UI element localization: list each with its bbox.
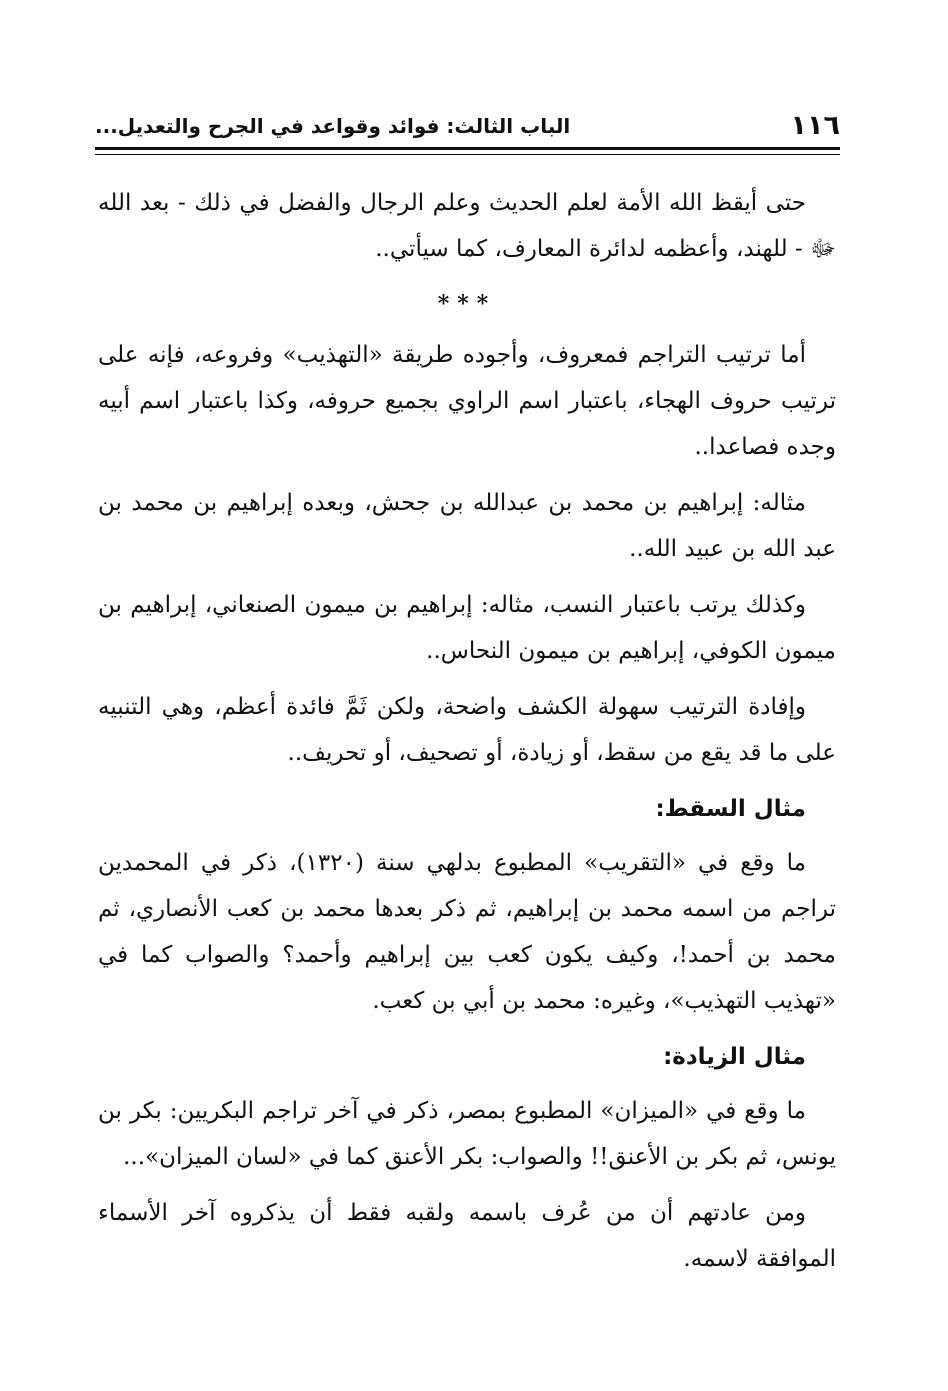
paragraph-6: ما وقع في «التقريب» المطبوع بدلهي سنة (١٣٢٠)، ذكر في المحمدين تراجم من اسمه محمد بن إبراهيم، ثم ذكر بعدها محمد بن كعب الأنصاري، ثم محمد بن أحمد!، وكيف يكون كعب بين إبراهيم وأحمد؟ والصواب كما في «تهذيب التهذيب»، وغيره: محمد بن أبي بن كعب.: [98, 850, 836, 1014]
paragraph-8: ومن عادتهم أن من عُرف باسمه ولقبه فقط أن يذكروه آخر الأسماء الموافقة لاسمه.: [98, 1200, 836, 1272]
paragraph-4: وكذلك يرتب باعتبار النسب، مثاله: إبراهيم بن ميمون الصنعاني، إبراهيم بن ميمون الكوفي، إبراهيم بن ميمون النحاس..: [98, 592, 836, 664]
heading-omission-example: مثال السقط:: [655, 796, 806, 822]
paragraph-7: ما وقع في «الميزان» المطبوع بمصر، ذكر في آخر تراجم البكريين: بكر بن يونس، ثم بكر بن الأعنق!! والصواب: بكر الأعنق كما في «لسان الميزان»...: [98, 1098, 836, 1170]
paragraph-3: مثاله: إبراهيم بن محمد بن عبدالله بن جحش، وبعده إبراهيم بن محمد بن عبد الله بن عبيد الله..: [98, 490, 836, 562]
header-rule-thick: [95, 147, 840, 150]
page-header: [95, 108, 840, 144]
paragraph-1: حتى أيقظ الله الأمة لعلم الحديث وعلم الرجال والفضل في ذلك - بعد الله ﷻ - للهند، وأعظمه لدائرة المعارف، كما سيأتي..: [98, 190, 836, 262]
body-text: [98, 180, 836, 1292]
header-rule-thin: [95, 154, 840, 155]
paragraph-5: وإفادة الترتيب سهولة الكشف واضحة، ولكن ثَمَّ فائدة أعظم، وهي التنبيه على ما قد يقع من سقط، أو زيادة، أو تصحيف، أو تحريف..: [98, 694, 836, 766]
paragraph-2: أما ترتيب التراجم فمعروف، وأجوده طريقة «التهذيب» وفروعه، فإنه على ترتيب حروف الهجاء، باعتبار اسم الراوي بجميع حروفه، وكذا باعتبار اسم أبيه وجده فصاعدا..: [98, 342, 836, 460]
heading-addition-example: مثال الزيادة:: [663, 1044, 806, 1070]
page-number: ١١٦: [790, 110, 840, 141]
section-separator: ***: [437, 291, 497, 317]
running-title: الباب الثالث: فوائد وقواعد في الجرح والتعديل...: [95, 114, 571, 138]
